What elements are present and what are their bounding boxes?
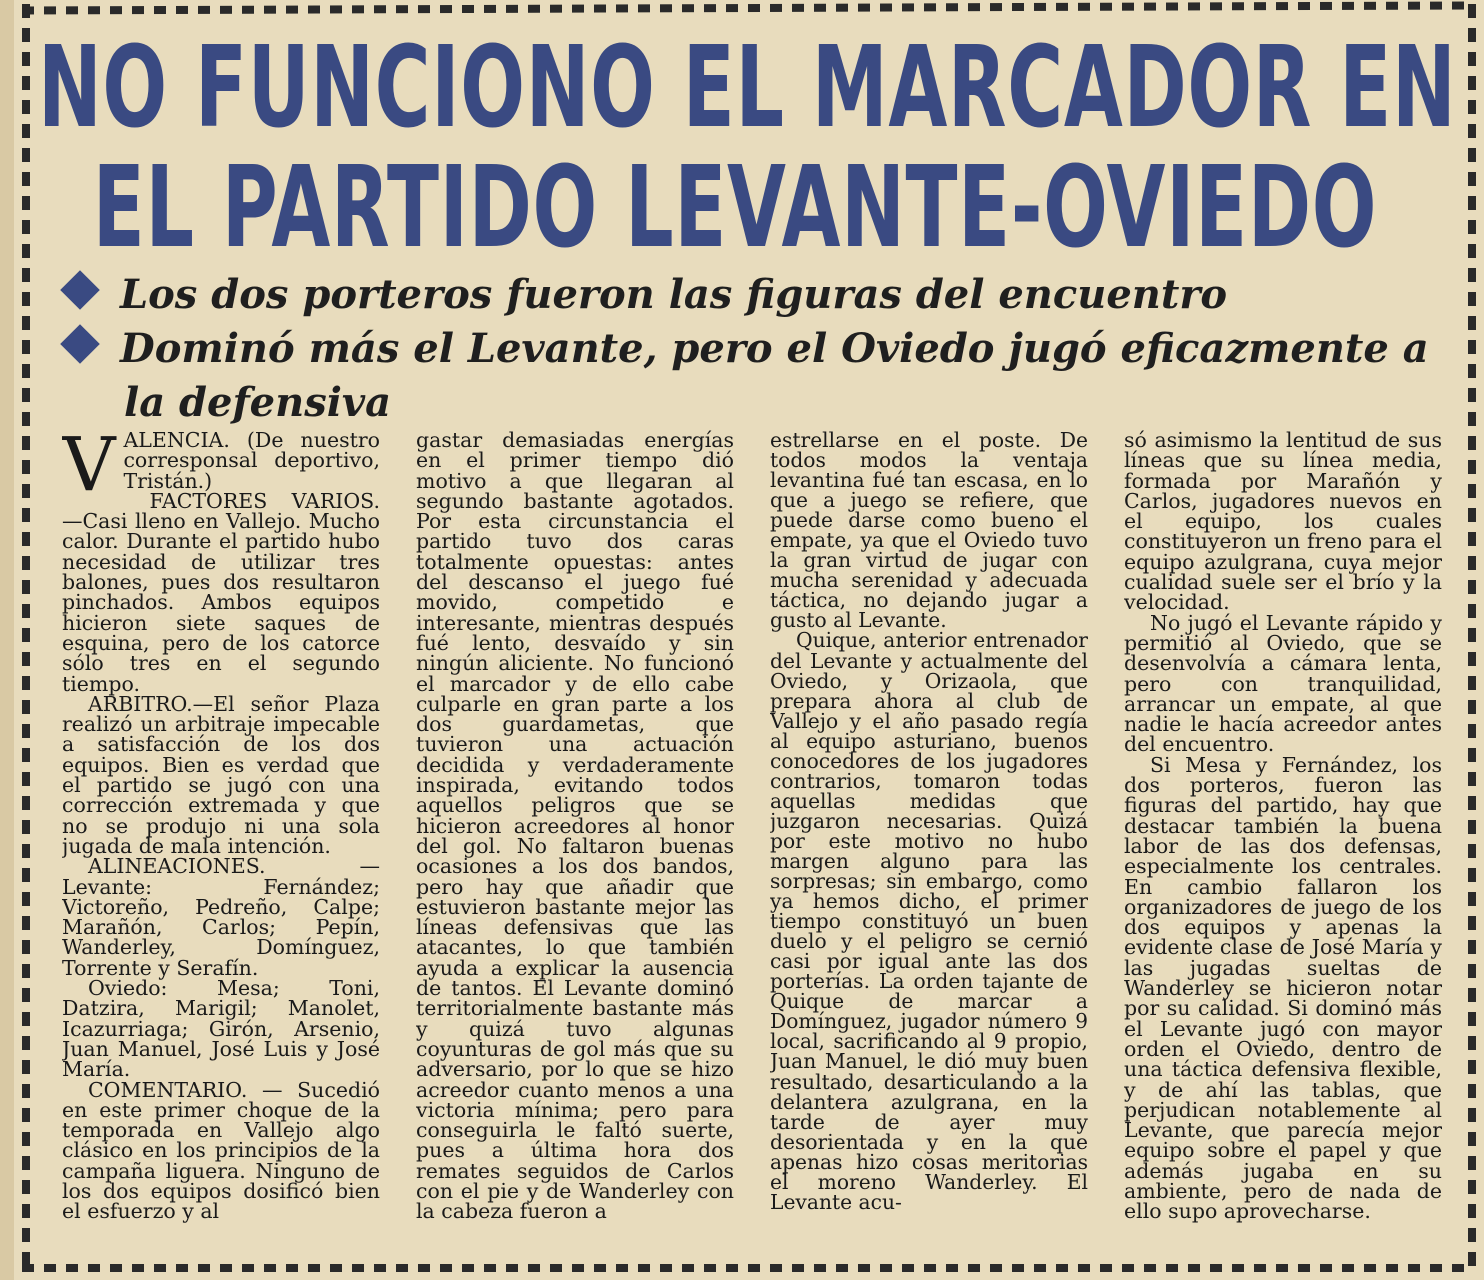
diamond-bullet-icon bbox=[60, 270, 100, 310]
subheading-2-text: Dominó más el Levante, pero el Oviedo jugó eficazmente a bbox=[120, 325, 1429, 372]
headline-line-1: NO FUNCIONO EL MARCADOR EN bbox=[38, 23, 1457, 153]
paragraph bbox=[62, 430, 380, 508]
paragraph: COMENTARIO. — Sucedió en este primer choque de la temporada en Vallejo algo clásico en los principios de la campaña liguera. Ninguno de los dos equipos dosificó bien el esfuerzo y al bbox=[62, 1077, 380, 1224]
article-column-2 bbox=[416, 430, 734, 1242]
paragraph: estrellarse en el poste. De todos modos la ventaja levantina fué tan escasa, en lo que a juego se refiere, que puede darse como bueno el empate, ya que el Oviedo tuvo la gran virtud de jugar con mucha serenidad y adecuada táctica, no dejando jugar a gusto al Levante. bbox=[770, 430, 1088, 633]
paragraph: Oviedo: Mesa; Toni, Datzira, Marigil; Manolet, Icazurriaga; Girón, Arsenio, Juan Manuel, José Luis y José María. bbox=[62, 976, 380, 1082]
article-column-1 bbox=[62, 430, 380, 1242]
paragraph: Si Mesa y Fernández, los dos porteros, fueron las figuras del partido, hay que destacar también la buena labor de las dos defensas, especialmente los centrales. En cambio fallaron los organizadores de juego de los dos equipos y apenas la evidente clase de José María y las jugadas sueltas de Wanderley se hicieron notar por su calidad. Si dominó más el Levante jugó con mayor orden el Oviedo, dentro de una táctica defensiva flexible, y de ahí las tablas, que perjudican notablemente al Levante, que parecía mejor equipo sobre el papel y que además jugaba en su ambiente, pero de nada de ello supo aprovecharse. bbox=[1124, 752, 1442, 1224]
headline-line-2: EL PARTIDO LEVANTE-OVIEDO bbox=[92, 143, 1378, 273]
subheading-1 bbox=[60, 268, 1444, 322]
paragraph-text: ALENCIA. (De nuestro corresponsal deportivo, Tristán.) bbox=[123, 430, 380, 493]
paragraph: gastar demasiadas energías en el primer tiempo dió motivo a que llegaran al segundo bastante agotados. Por esta circunstancia el partido tuvo dos caras totalmente opuestas: antes del descanso el juego fué movido, competido e interesante, mientras después fué lento, desvaído y sin ningún aliciente. No funcionó el marcador y de ello cabe culparle en gran parte a los dos guardametas, que tuvieron una actuación decidida y verdaderamente inspirada, evitando todos aquellos peligros que se hicieron acreedores al honor del gol. No faltaron buenas ocasiones a los dos bandos, pero hay que añadir que estuvieron bastante mejor las líneas defensivas que las atacantes, lo que también ayuda a explicar la ausencia de tantos. El Levante dominó territorialmente bastante más y quizá tuvo algunas coyunturas de gol más que su adversario, por lo que se hizo acreedor cuanto menos a una victoria mínima; pero para conseguirla le faltó suerte, pues a última hora dos remates seguidos de Carlos con el pie y de Wanderley con la cabeza fueron a bbox=[416, 430, 734, 1224]
paragraph: só asimismo la lentitud de sus líneas que su línea media, formada por Marañón y Carlos, jugadores nuevos en el equipo, los cuales constituyeron un freno para el equipo azulgrana, cuya mejor cualidad suele ser el brío y la velocidad. bbox=[1124, 430, 1442, 615]
paragraph: ARBITRO.—El señor Plaza realizó un arbitraje impecable a satisfacción de los dos equipos. Bien es verdad que el partido se jugó con una corrección extremada y que no se produjo ni una sola jugada de mala intención. bbox=[62, 691, 380, 858]
article-column-3 bbox=[770, 430, 1088, 1242]
drop-cap: V bbox=[62, 430, 116, 508]
subheading-1-text: Los dos porteros fueron las figuras del encuentro bbox=[120, 271, 1228, 318]
left-edge-strip bbox=[0, 0, 14, 1280]
dashed-border-bottom bbox=[22, 1264, 1470, 1272]
paragraph: FACTORES VARIOS.—Casi lleno en Vallejo. Mucho calor. Durante el partido hubo necesidad de utilizar tres balones, pues dos resultaron pinchados. Ambos equipos hicieron siete saques de esquina, pero de los catorce sólo tres en el segundo tiempo. bbox=[62, 488, 380, 696]
subheading-2-continuation: la defensiva bbox=[124, 379, 392, 426]
subheading-2 bbox=[60, 322, 1444, 430]
paragraph: No jugó el Levante rápido y permitió al Oviedo, que se desenvolvía a cámara lenta, pero con tranquilidad, arrancar un empate, al que nadie le hacía acreedor antes del encuentro. bbox=[1124, 610, 1442, 757]
article-column-4 bbox=[1124, 430, 1442, 1242]
diamond-bullet-icon bbox=[60, 324, 100, 364]
dashed-border-right bbox=[1468, 4, 1476, 1272]
headline bbox=[38, 23, 1457, 273]
article-body bbox=[62, 430, 1442, 1242]
dashed-border-top bbox=[22, 1, 1470, 14]
paragraph: ALINEACIONES. — Levante: Fernández; Victoreño, Pedreño, Calpe; Marañón, Carlos; Pepín, Wanderley, Domínguez, Torrente y Serafín. bbox=[62, 854, 380, 980]
dashed-border-left bbox=[22, 4, 30, 1272]
paragraph: Quique, anterior entrenador del Levante y actualmente del Oviedo, y Orizaola, que prepara ahora al club de Vallejo y el año pasado regía al equipo asturiano, buenos conocedores de los jugadores contrarios, tomaron todas aquellas medidas que juzgaron necesarias. Quizá por este motivo no hubo margen alguno para las sorpresas; sin embargo, como ya hemos dicho, el primer tiempo constituyó un buen duelo y el peligro se cernió casi por igual ante las dos porterías. La orden tajante de Quique de marcar a Domínguez, jugador número 9 local, sacrificando al 9 propio, Juan Manuel, le dió muy buen resultado, desarticulando a la delantera azulgrana, en la tarde de ayer muy desorientada y en la que apenas hizo cosas meritorias el moreno Wanderley. El Levante acu- bbox=[770, 628, 1088, 1214]
